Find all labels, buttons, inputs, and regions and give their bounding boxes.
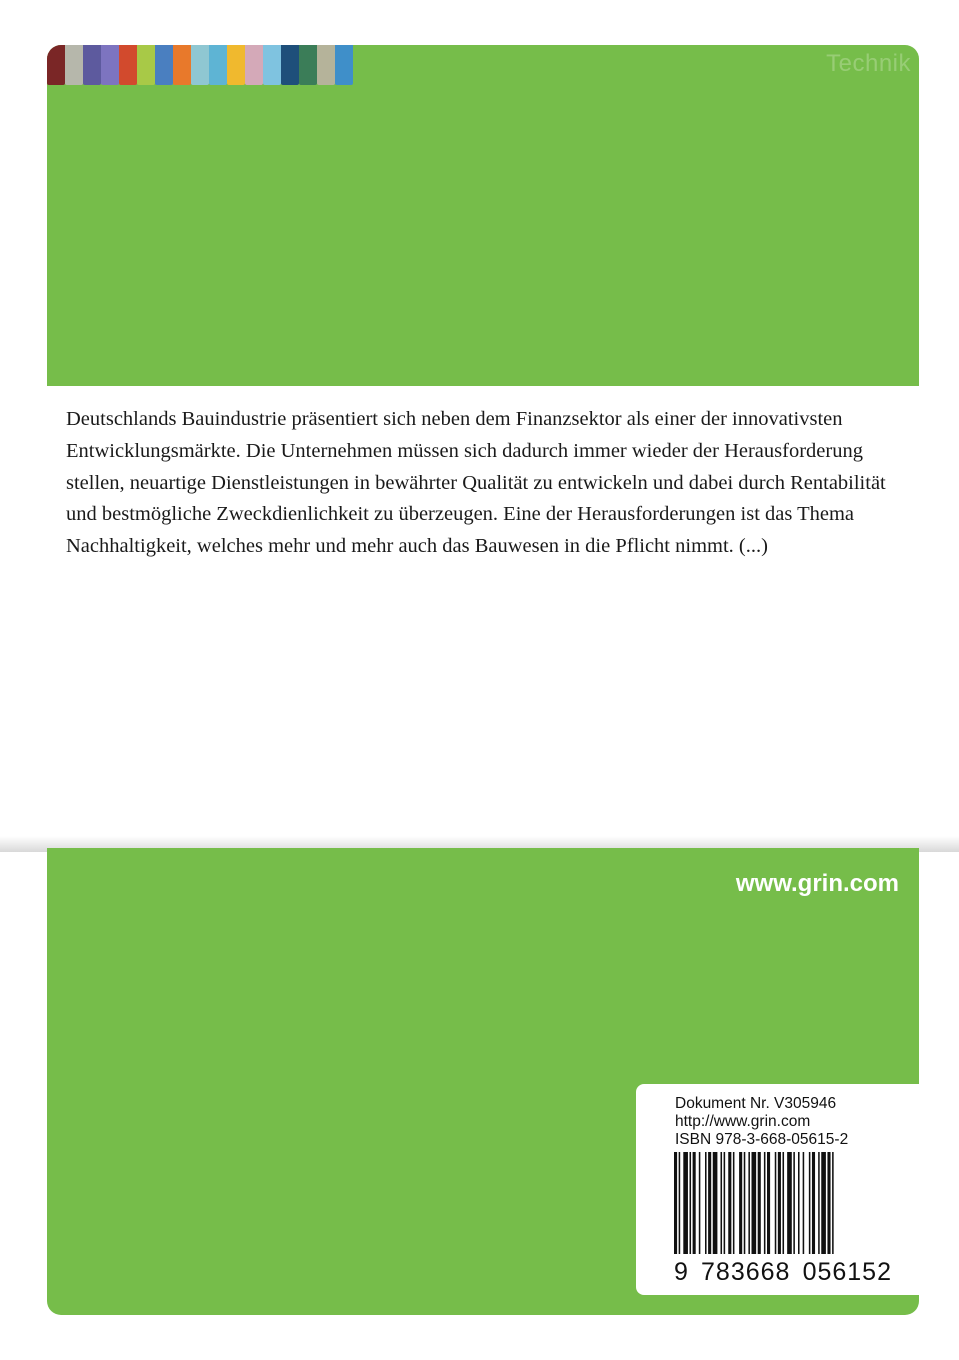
isbn-number: ISBN 978-3-668-05615-2: [675, 1131, 849, 1148]
barcode-bar: [775, 1152, 777, 1254]
barcode-bar: [767, 1152, 770, 1254]
barcode-bar: [705, 1152, 707, 1254]
barcode-bar: [699, 1152, 701, 1254]
barcode-label: [636, 1084, 919, 1295]
color-stripe: [119, 45, 137, 85]
barcode-meta: [675, 1095, 848, 1149]
publisher-http: http://www.grin.com: [675, 1113, 811, 1130]
barcode-bar: [812, 1152, 815, 1254]
top-cover-panel: [47, 45, 919, 386]
barcode-bar: [739, 1152, 742, 1254]
color-stripe: [335, 45, 353, 85]
barcode-bar: [778, 1152, 781, 1254]
color-stripe-bar: [47, 45, 353, 85]
color-stripe: [47, 45, 65, 85]
color-stripe: [137, 45, 155, 85]
barcode-bar: [728, 1152, 731, 1254]
barcode-bar: [818, 1152, 820, 1254]
barcode-bar: [798, 1152, 800, 1254]
color-stripe: [209, 45, 227, 85]
barcode-bar: [821, 1152, 826, 1254]
barcode-bar: [783, 1152, 785, 1254]
color-stripe: [299, 45, 317, 85]
barcode-bar: [827, 1152, 830, 1254]
barcode-bar: [674, 1152, 677, 1254]
barcode-icon: [674, 1152, 894, 1262]
barcode-bar: [693, 1152, 696, 1254]
barcode-bar: [683, 1152, 688, 1254]
document-number: Dokument Nr. V305946: [675, 1095, 837, 1112]
color-stripe: [263, 45, 281, 85]
barcode-bar: [809, 1152, 811, 1254]
barcode-bar: [758, 1152, 761, 1254]
barcode-bar: [793, 1152, 795, 1254]
category-label: Technik: [826, 50, 911, 77]
barcode-bar: [708, 1152, 711, 1254]
color-stripe: [101, 45, 119, 85]
barcode-digits: [674, 1258, 892, 1287]
color-stripe: [227, 45, 245, 85]
barcode-bar: [744, 1152, 746, 1254]
barcode-bar: [690, 1152, 692, 1254]
barcode-bar: [733, 1152, 735, 1254]
color-stripe: [317, 45, 335, 85]
barcode-bar: [787, 1152, 792, 1254]
color-stripe: [83, 45, 101, 85]
barcode-bar: [721, 1152, 723, 1254]
barcode-bar: [713, 1152, 718, 1254]
color-stripe: [281, 45, 299, 85]
color-stripe: [65, 45, 83, 85]
barcode-digit-group-2: 056152: [802, 1258, 892, 1286]
color-stripe: [155, 45, 173, 85]
barcode-digit-prefix: 9: [674, 1258, 689, 1286]
barcode-bar: [752, 1152, 757, 1254]
blurb-text: Deutschlands Bauindustrie präsentiert sich neben dem Finanzsektor als einer der innovativsten Entwicklungsmärkte. Die Unternehmen müssen sich dadurch immer wieder der Herausforderung stellen, neuartige Dienstleistungen in bewährter Qualität zu entwickeln und dabei durch Rentabilität und bestmögliche Zweckdienlichkeit zu überzeugen. Eine der Herausforderungen ist das Thema Nachhaltigkeit, welches mehr und mehr auch das Bauwesen in die Pflicht nimmt. (...): [66, 408, 886, 558]
barcode-bar: [724, 1152, 726, 1254]
color-stripe: [191, 45, 209, 85]
barcode-bar: [748, 1152, 750, 1254]
publisher-url[interactable]: www.grin.com: [735, 870, 899, 897]
barcode-digit-group-1: 783668: [701, 1258, 791, 1286]
barcode-bar: [803, 1152, 805, 1254]
color-stripe: [173, 45, 191, 85]
barcode-bar: [764, 1152, 766, 1254]
color-stripe: [245, 45, 263, 85]
barcode-bar: [679, 1152, 681, 1254]
barcode-bar: [832, 1152, 834, 1254]
